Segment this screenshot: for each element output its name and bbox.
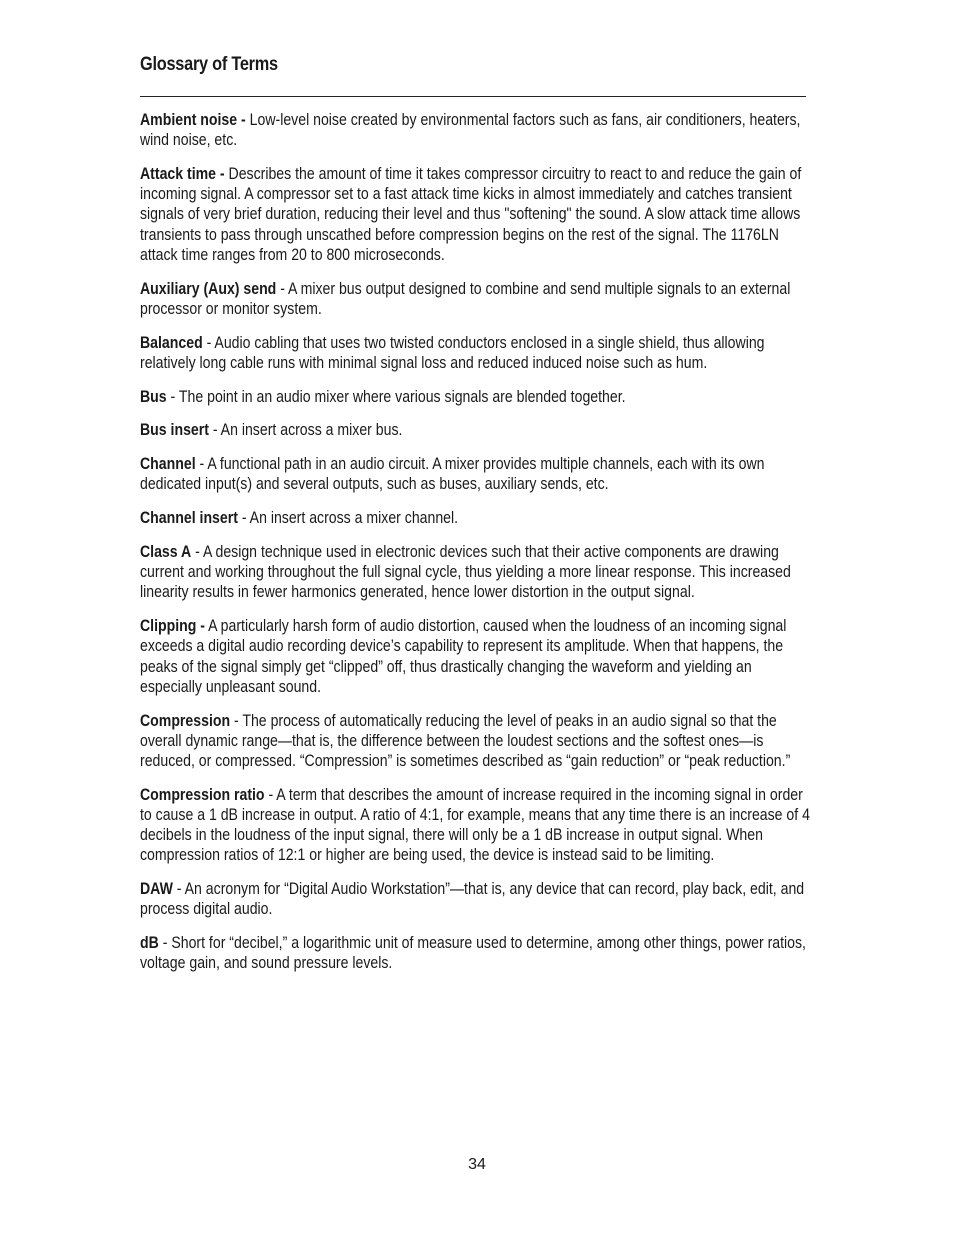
- glossary-term: Auxiliary (Aux) send: [140, 279, 277, 298]
- glossary-definition: - The process of automatically reducing the level of peaks in an audio signal so that the overall dynamic range—that is, the difference between the loudest sections and the softest ones—is reduced, or compressed. “Compression” is sometimes described as “gain reduction” or “peak reduction.”: [140, 711, 791, 771]
- glossary-entry: [140, 333, 814, 373]
- title-divider: [140, 96, 806, 97]
- glossary-definition: - A term that describes the amount of increase required in the incoming signal in order to cause a 1 dB increase in output. A ratio of 4:1, for example, means that any time there is an increase of 4 decibels in the loudness of the input signal, there will only be a 1 dB increase in output signal. When compression ratios of 12:1 or higher are being used, the device is instead said to be limiting.: [140, 785, 810, 865]
- glossary-term: Compression: [140, 711, 231, 730]
- glossary-definition: - Audio cabling that uses two twisted conductors enclosed in a single shield, thus allowing relatively long cable runs with minimal signal loss and reduced induced noise such as hum.: [140, 333, 765, 372]
- glossary-entry: [140, 454, 814, 494]
- glossary-term: Class A: [140, 543, 192, 561]
- glossary-entry: [140, 164, 814, 265]
- glossary-entry: [140, 785, 814, 866]
- glossary-list: [140, 110, 814, 987]
- glossary-entry: [140, 508, 814, 528]
- glossary-term: Channel: [140, 455, 196, 474]
- glossary-definition: - A mixer bus output designed to combine and send multiple signals to an external processor or monitor system.: [140, 279, 791, 318]
- glossary-entry: [140, 616, 814, 697]
- glossary-term: Ambient noise -: [140, 111, 246, 129]
- glossary-entry: [140, 933, 814, 973]
- glossary-entry: [140, 711, 814, 772]
- glossary-definition: - The point in an audio mixer where various signals are blended together.: [166, 387, 626, 406]
- glossary-definition: - An acronym for “Digital Audio Workstation”—that is, any device that can record, play back, edit, and process digital audio.: [140, 880, 805, 919]
- glossary-term: Compression ratio: [140, 785, 265, 804]
- glossary-entry: [140, 420, 814, 440]
- glossary-term: Balanced: [140, 333, 203, 352]
- glossary-definition: - An insert across a mixer bus.: [208, 421, 403, 440]
- glossary-term: DAW: [140, 880, 173, 899]
- glossary-entry: [140, 542, 814, 603]
- glossary-term: dB: [140, 934, 159, 953]
- page-title: Glossary of Terms: [140, 54, 278, 75]
- glossary-term: Bus: [140, 387, 167, 406]
- glossary-entry: [140, 279, 814, 319]
- glossary-entry: [140, 879, 814, 919]
- glossary-definition: - Short for “decibel,” a logarithmic unit of measure used to determine, among other things, power ratios, voltage gain, and sound pressure levels.: [140, 934, 806, 973]
- glossary-definition: - A functional path in an audio circuit. A mixer provides multiple channels, each with its own dedicated input(s) and several outputs, such as buses, auxiliary sends, etc.: [140, 455, 765, 494]
- glossary-term: Attack time -: [140, 165, 225, 183]
- glossary-definition: Describes the amount of time it takes compressor circuitry to react to and reduce the gain of incoming signal. A compressor set to a fast attack time kicks in almost immediately and catches transient signals of very brief duration, reducing their level and thus "softening" the sound. A slow attack time allows transients to pass through unscathed before compression begins on the rest of the signal. The 1176LN attack time ranges from 20 to 800 microseconds.: [140, 165, 802, 264]
- glossary-definition: - A design technique used in electronic devices such that their active components are drawing current and working throughout the full signal cycle, thus yielding a more linear response. This increased linearity results in fewer harmonics generated, hence lower distortion in the output signal.: [140, 543, 791, 602]
- glossary-definition: A particularly harsh form of audio distortion, caused when the loudness of an incoming signal exceeds a digital audio recording device’s capability to represent its amplitude. When that happens, the peaks of the signal simply get “clipped” off, thus drastically changing the waveform and yielding an especially unpleasant sound.: [140, 617, 787, 696]
- glossary-definition: Low-level noise created by environmental factors such as fans, air conditioners, heaters, wind noise, etc.: [140, 111, 801, 150]
- glossary-entry: [140, 110, 814, 150]
- glossary-term: Bus insert: [140, 421, 209, 440]
- glossary-definition: - An insert across a mixer channel.: [237, 509, 459, 528]
- glossary-entry: [140, 387, 814, 407]
- page-number: 34: [468, 1156, 486, 1173]
- glossary-term: Channel insert: [140, 509, 238, 528]
- glossary-term: Clipping -: [140, 617, 205, 636]
